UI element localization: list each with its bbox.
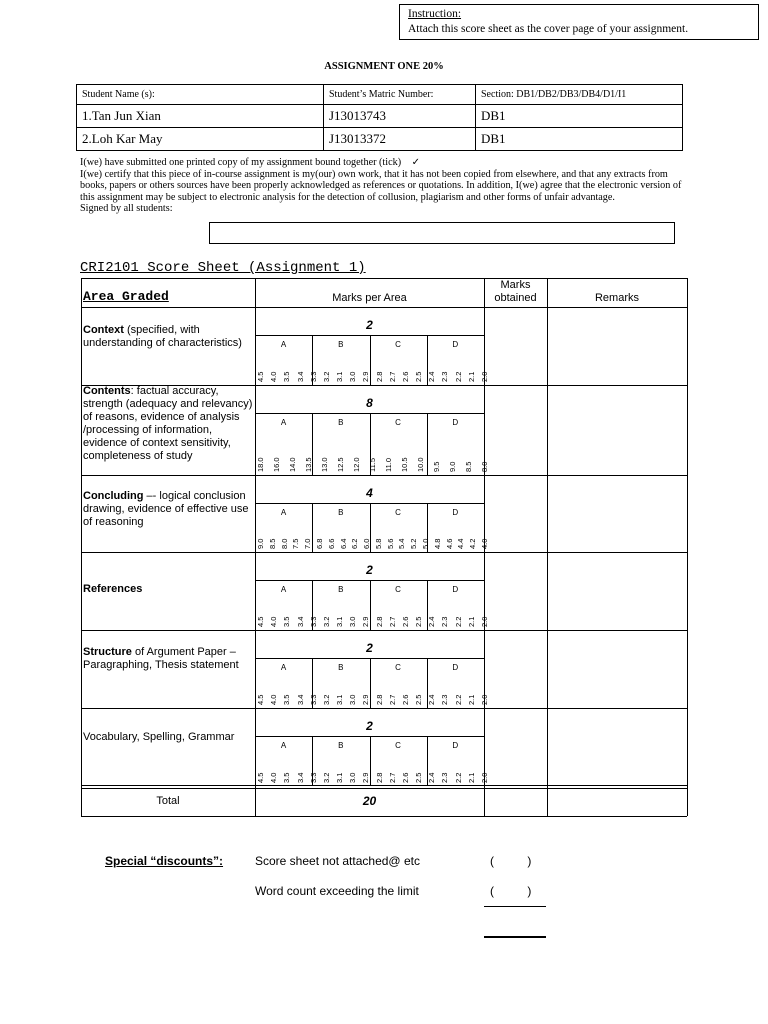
area-label <box>83 583 253 596</box>
score-tick: 13.5 <box>304 457 313 472</box>
grid-line <box>81 788 687 789</box>
score-tick: 8.0 <box>279 538 289 549</box>
score-tick: 8.5 <box>464 461 473 472</box>
score-tick: 7.0 <box>303 538 313 549</box>
student-section: DB1 <box>476 105 683 128</box>
student-name: 2.Loh Kar May <box>77 128 324 151</box>
grade-label: B <box>338 741 344 750</box>
col-marks-header: Marks per Area <box>332 292 407 304</box>
grid-line <box>81 708 687 709</box>
score-tick: 4.6 <box>444 538 454 549</box>
grade-label: B <box>338 418 344 427</box>
discount-paren-1: ( ) <box>490 854 532 868</box>
score-sheet-title: CRI2101 Score Sheet (Assignment 1) <box>80 260 366 276</box>
area-label-text: (specified, with understanding of characteristics) <box>83 324 242 349</box>
grade-label: D <box>452 508 459 517</box>
grade-label: A <box>280 340 287 349</box>
score-tick: 3.2 <box>321 371 331 382</box>
score-tick: 2.4 <box>427 772 437 783</box>
score-tick: 2.2 <box>453 616 463 627</box>
area-label-text: Vocabulary, Spelling, Grammar <box>83 731 235 743</box>
grid-line <box>81 816 687 817</box>
student-name: 1.Tan Jun Xian <box>77 105 324 128</box>
grade-label: D <box>452 585 459 594</box>
score-tick: 4.0 <box>269 371 279 382</box>
score-tick: 6.2 <box>350 538 360 549</box>
declaration-certify: I(we) certify that this piece of in-course assignment is my(our) own work, that it has not been copied from elsewhere, and that any extracts from books, papers or others sources have been properly acknowledged as references or quotations. In addition, I(we) agree that the electronic version of this assignment may be subject to electronic analysis for the detection of collusion, plagiarism and other forms of unfair advantage. <box>80 168 682 203</box>
declaration <box>80 157 690 215</box>
grid-line <box>81 475 687 476</box>
score-tick: 3.3 <box>308 616 318 627</box>
score-tick: 4.5 <box>256 371 265 382</box>
score-tick: 4.5 <box>256 694 265 705</box>
score-tick: 2.7 <box>387 616 397 627</box>
score-tick: 2.1 <box>466 772 476 783</box>
discount-total-line <box>484 936 546 938</box>
grade-label: C <box>395 340 401 349</box>
score-tick: 11.0 <box>384 457 393 472</box>
score-tick: 3.1 <box>335 694 345 705</box>
score-tick: 3.0 <box>348 772 358 783</box>
score-tick: 4.2 <box>468 538 478 549</box>
total-label: Total <box>156 795 180 807</box>
score-tick: 3.4 <box>295 694 305 705</box>
score-tick: 3.1 <box>335 772 345 783</box>
score-tick: 2.8 <box>374 694 384 705</box>
tick-icon: ✓ <box>411 157 421 168</box>
score-tick: 18.0 <box>256 457 265 472</box>
score-tick: 2.0 <box>480 694 489 705</box>
score-tick: 9.0 <box>256 538 265 549</box>
score-tick: 2.3 <box>440 616 450 627</box>
discount-item-1: Score sheet not attached@ etc <box>255 854 420 868</box>
score-tick: 2.0 <box>480 772 489 783</box>
score-tick: 2.9 <box>361 616 371 627</box>
score-tick: 3.2 <box>321 772 331 783</box>
score-tick: 4.0 <box>480 538 489 549</box>
area-label-text: of Argument Paper – Paragraphing, Thesis statement <box>83 646 239 671</box>
score-tick: 2.4 <box>427 371 437 382</box>
score-tick: 11.5 <box>368 457 377 472</box>
area-label-bold: Context <box>83 324 124 336</box>
grade-label: C <box>395 663 401 672</box>
score-tick: 3.1 <box>335 371 345 382</box>
score-tick: 3.5 <box>282 772 292 783</box>
score-tick: 2.8 <box>374 371 384 382</box>
score-tick: 2.1 <box>466 616 476 627</box>
score-tick: 10.0 <box>416 457 425 472</box>
score-tick: 2.2 <box>453 772 463 783</box>
grid-line <box>547 278 548 816</box>
grid-line <box>81 278 687 279</box>
area-label <box>83 490 253 529</box>
score-tick: 5.8 <box>373 538 383 549</box>
score-tick: 3.0 <box>348 616 358 627</box>
table-row <box>77 105 683 128</box>
area-mark: 8 <box>366 396 373 410</box>
grade-label: D <box>452 418 459 427</box>
score-tick: 6.4 <box>338 538 348 549</box>
area-label <box>83 324 253 350</box>
score-tick: 2.6 <box>400 371 410 382</box>
instruction-title: Instruction: <box>408 8 462 20</box>
score-tick: 3.0 <box>348 694 358 705</box>
score-tick: 2.7 <box>387 772 397 783</box>
score-tick: 2.1 <box>466 694 476 705</box>
score-tick: 2.3 <box>440 772 450 783</box>
score-tick: 12.0 <box>352 457 361 472</box>
grid-line <box>81 630 687 631</box>
area-label-text: : factual accuracy, strength (adequacy and relevancy) of reasons, evidence of analysis /processing of information, evidence of context sensitivity, completeness of study <box>83 385 253 462</box>
score-tick: 2.6 <box>400 694 410 705</box>
score-tick: 3.1 <box>335 616 345 627</box>
header-section: Section: DB1/DB2/DB3/DB4/D1/I1 <box>476 85 683 105</box>
score-tick: 2.1 <box>466 371 476 382</box>
score-tick: 2.9 <box>361 772 371 783</box>
score-tick: 5.6 <box>385 538 395 549</box>
grade-label: D <box>452 663 459 672</box>
instruction-text: Attach this score sheet as the cover page of your assignment. <box>408 23 689 35</box>
area-label-bold: Structure <box>83 646 132 658</box>
score-tick: 4.5 <box>256 616 265 627</box>
table-row <box>77 128 683 151</box>
score-tick: 2.8 <box>374 772 384 783</box>
score-tick: 6.8 <box>314 538 324 549</box>
score-tick: 2.2 <box>453 694 463 705</box>
score-tick: 2.5 <box>414 371 424 382</box>
score-tick: 2.9 <box>361 694 371 705</box>
grade-label: B <box>338 585 344 594</box>
score-tick: 2.0 <box>480 371 489 382</box>
score-tick: 3.4 <box>295 371 305 382</box>
grade-label: B <box>338 508 344 517</box>
grid-line <box>81 278 82 816</box>
area-label-bold: References <box>83 583 143 595</box>
score-tick: 8.0 <box>480 461 489 472</box>
area-mark: 2 <box>366 318 373 332</box>
score-tick: 2.5 <box>414 694 424 705</box>
score-tick: 2.4 <box>427 616 437 627</box>
declaration-submitted: I(we) have submitted one printed copy of my assignment bound together (tick) <box>80 157 402 168</box>
area-label <box>83 646 253 672</box>
instruction-box <box>399 4 759 40</box>
col-obtained-header-2: obtained <box>494 292 537 304</box>
grade-label: C <box>395 741 401 750</box>
area-label <box>83 731 253 744</box>
score-tick: 12.5 <box>336 457 345 472</box>
score-tick: 2.4 <box>427 694 437 705</box>
score-tick: 2.9 <box>361 371 371 382</box>
grade-label: A <box>280 508 287 517</box>
header-student-name: Student Name (s): <box>77 85 324 105</box>
special-label: Special “discounts”: <box>105 854 224 868</box>
score-tick: 8.5 <box>267 538 277 549</box>
score-tick: 10.5 <box>400 457 409 472</box>
assignment-title: ASSIGNMENT ONE 20% <box>324 61 444 72</box>
score-tick: 14.0 <box>288 457 297 472</box>
score-tick: 3.5 <box>282 616 292 627</box>
score-tick: 3.3 <box>308 371 318 382</box>
score-tick: 2.8 <box>374 616 384 627</box>
area-mark: 2 <box>366 563 373 577</box>
score-tick: 3.4 <box>295 772 305 783</box>
grade-label: C <box>395 585 401 594</box>
score-tick: 3.3 <box>308 772 318 783</box>
score-tick: 3.0 <box>348 371 358 382</box>
area-mark: 4 <box>366 486 373 500</box>
score-tick: 2.6 <box>400 616 410 627</box>
grade-label: A <box>280 585 287 594</box>
area-mark: 2 <box>366 641 373 655</box>
score-tick: 4.4 <box>456 538 466 549</box>
grid-line <box>81 307 687 308</box>
grid-line <box>687 278 688 816</box>
area-mark: 2 <box>366 719 373 733</box>
grade-label: C <box>395 508 401 517</box>
score-tick: 2.5 <box>414 772 424 783</box>
score-tick: 4.8 <box>432 538 442 549</box>
col-obtained-header-1: Marks <box>500 279 531 291</box>
grid-line <box>81 552 687 553</box>
student-section: DB1 <box>476 128 683 151</box>
score-tick: 4.5 <box>256 772 265 783</box>
score-grid <box>81 278 687 816</box>
total-value: 20 <box>362 794 377 808</box>
score-tick: 2.6 <box>400 772 410 783</box>
grade-label: A <box>280 418 287 427</box>
score-tick: 3.5 <box>282 371 292 382</box>
score-tick: 4.0 <box>269 616 279 627</box>
score-tick: 4.0 <box>269 772 279 783</box>
score-tick: 2.3 <box>440 694 450 705</box>
score-tick: 13.0 <box>320 457 329 472</box>
discount-item-2: Word count exceeding the limit <box>255 884 419 898</box>
score-tick: 5.4 <box>397 538 407 549</box>
score-tick: 3.2 <box>321 694 331 705</box>
score-tick: 3.2 <box>321 616 331 627</box>
area-label <box>83 385 253 463</box>
score-tick: 6.0 <box>362 538 372 549</box>
discount-paren-2: ( ) <box>490 884 532 898</box>
score-tick: 7.5 <box>291 538 301 549</box>
students-table <box>76 84 683 151</box>
area-label-text: –- logical conclusion drawing, evidence of effective use of reasoning <box>83 490 249 528</box>
score-tick: 3.5 <box>282 694 292 705</box>
score-tick: 3.4 <box>295 616 305 627</box>
score-tick: 3.3 <box>308 694 318 705</box>
col-remarks-header: Remarks <box>594 292 639 304</box>
grade-label: C <box>395 418 401 427</box>
grid-line <box>81 785 687 786</box>
area-label-bold: Concluding <box>83 490 144 502</box>
grade-label: D <box>452 340 459 349</box>
score-tick: 9.0 <box>448 461 457 472</box>
score-tick: 5.0 <box>421 538 431 549</box>
score-tick: 2.3 <box>440 371 450 382</box>
student-matric: J13013372 <box>324 128 476 151</box>
score-tick: 2.2 <box>453 371 463 382</box>
score-tick: 2.7 <box>387 371 397 382</box>
score-tick: 5.2 <box>409 538 419 549</box>
signature-field[interactable] <box>209 222 675 244</box>
score-tick: 9.5 <box>432 461 441 472</box>
student-matric: J13013743 <box>324 105 476 128</box>
grade-label: A <box>280 663 287 672</box>
score-tick: 2.5 <box>414 616 424 627</box>
header-matric: Student’s Matric Number: <box>324 85 476 105</box>
col-area-header: Area Graded <box>83 289 169 304</box>
score-tick: 6.6 <box>326 538 336 549</box>
score-tick: 2.7 <box>387 694 397 705</box>
grade-label: B <box>338 340 344 349</box>
grade-label: A <box>280 741 287 750</box>
signed-label: Signed by all students: <box>80 203 173 215</box>
score-tick: 4.0 <box>269 694 279 705</box>
grade-label: B <box>338 663 344 672</box>
area-label-bold: Contents <box>83 385 131 397</box>
grade-label: D <box>452 741 459 750</box>
discount-subtotal-line <box>484 906 546 907</box>
score-tick: 2.0 <box>480 616 489 627</box>
score-tick: 16.0 <box>272 457 281 472</box>
